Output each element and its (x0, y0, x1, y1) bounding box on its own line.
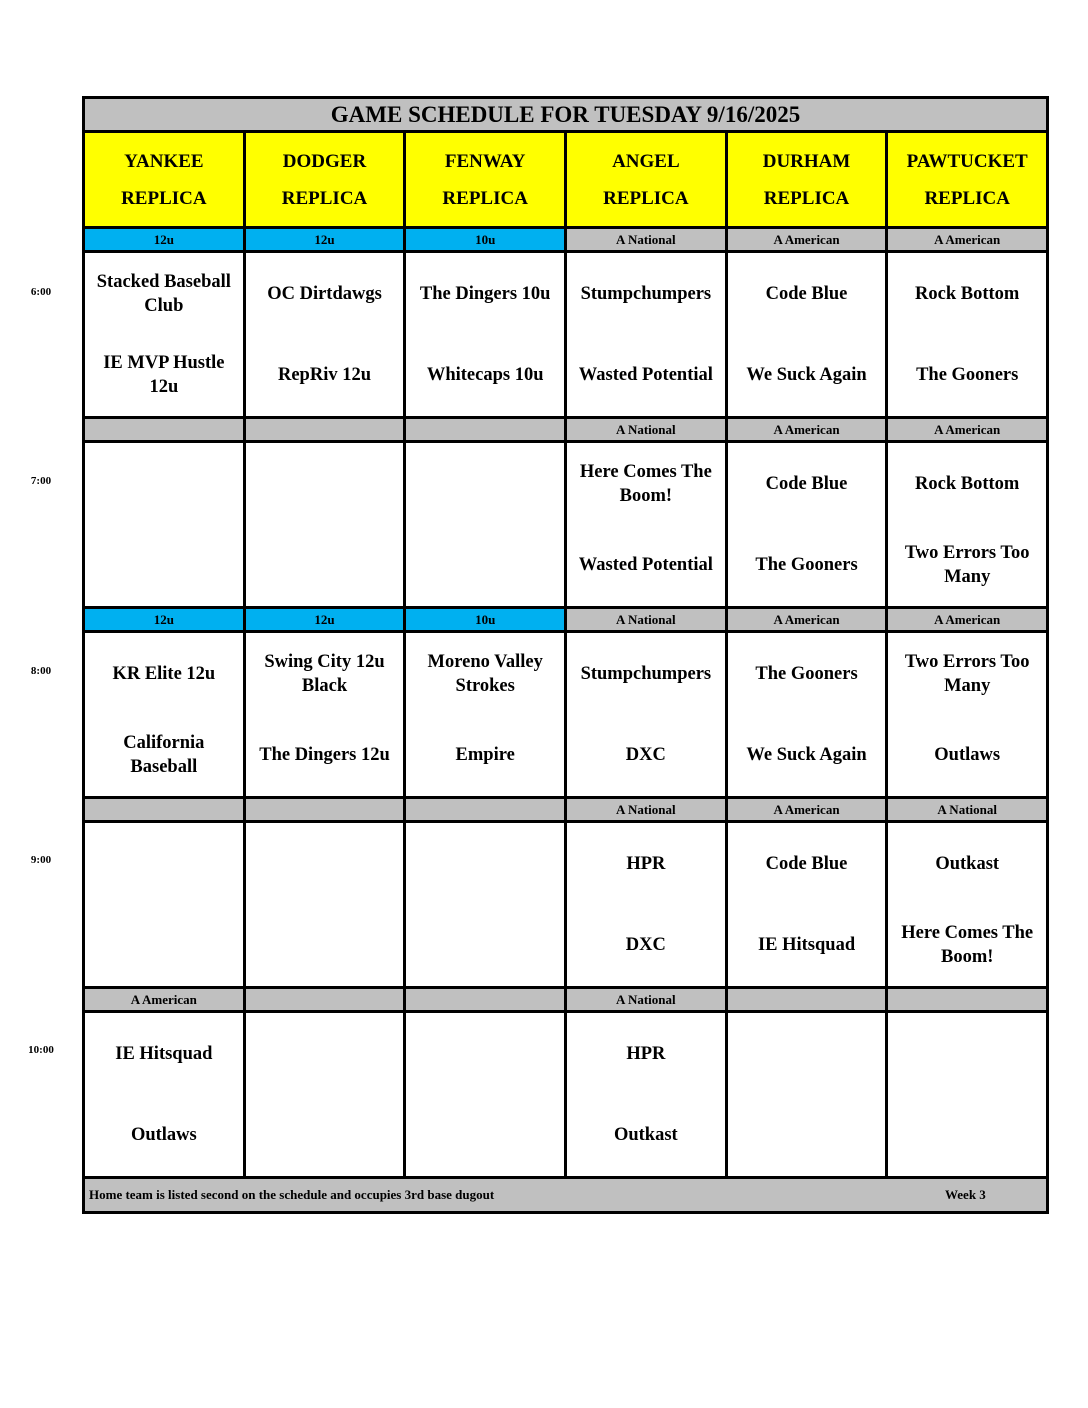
division-label: 10u (406, 229, 567, 250)
home-team: Outlaws (130, 1125, 197, 1146)
away-team: HPR (626, 853, 666, 874)
division-label (888, 989, 1046, 1010)
division-label: A American (934, 231, 1001, 247)
home-team (412, 525, 558, 607)
game-cell (85, 823, 246, 986)
time-label: 6:00 (30, 286, 52, 298)
away-team (412, 823, 558, 905)
venue-subtitle: REPLICA (281, 187, 368, 209)
venue-subtitle: REPLICA (603, 187, 689, 209)
away-team: Here Comes The Boom! (579, 461, 712, 506)
home-team (252, 905, 398, 987)
footer (85, 1179, 1046, 1211)
away-team: Stumpchumpers (580, 283, 712, 304)
game-row (85, 1013, 1046, 1179)
time-label: 8:00 (30, 665, 52, 677)
home-team: California Baseball (123, 733, 205, 778)
venue-subtitle: REPLICA (924, 187, 1010, 209)
venue-header (406, 133, 567, 226)
division-label: A National (567, 799, 728, 820)
game-cell (728, 443, 889, 606)
game-cell (85, 253, 246, 416)
away-team: OC Dirtdawgs (267, 283, 382, 304)
game-cell (728, 253, 889, 416)
away-team: IE Hitsquad (115, 1043, 213, 1064)
home-team: We Suck Again (746, 365, 867, 386)
game-row (85, 823, 1046, 989)
division-label (728, 989, 889, 1010)
game-cell (567, 823, 728, 986)
time-column (0, 0, 82, 1408)
division-label: A National (567, 609, 728, 630)
division-label (246, 419, 407, 440)
division-label (406, 799, 567, 820)
division-label: A National (567, 989, 728, 1010)
away-team: Stacked Baseball Club (96, 271, 231, 316)
venue-header (85, 133, 246, 226)
game-cell (728, 1013, 889, 1176)
home-team: Whitecaps 10u (426, 365, 544, 386)
home-team: IE Hitsquad (757, 935, 856, 956)
division-label: 12u (85, 609, 246, 630)
game-cell (85, 443, 246, 606)
venue-header (246, 133, 407, 226)
division-label (85, 799, 246, 820)
division-label: 12u (246, 609, 407, 630)
home-team: Empire (455, 745, 515, 766)
game-cell (567, 1013, 728, 1176)
away-team: Code Blue (765, 853, 848, 874)
game-row (85, 253, 1046, 419)
division-label (246, 989, 407, 1010)
game-cell (246, 1013, 407, 1176)
division-label: 10u (406, 609, 567, 630)
game-cell (406, 253, 567, 416)
away-team (252, 1013, 398, 1095)
home-team (91, 525, 237, 607)
away-team: Rock Bottom (915, 283, 1020, 304)
home-team: The Gooners (755, 555, 858, 576)
away-team: The Gooners (755, 663, 858, 684)
division-label: A American (934, 421, 1001, 437)
away-team: Moreno Valley Strokes (427, 651, 543, 696)
game-cell (406, 1013, 567, 1176)
venue-name: DURHAM (762, 150, 851, 172)
home-team: Outkast (613, 1125, 678, 1146)
away-team: Outkast (935, 853, 1000, 874)
division-row (85, 609, 1046, 633)
home-team: We Suck Again (746, 745, 867, 766)
division-row (85, 989, 1046, 1013)
schedule-title: GAME SCHEDULE FOR TUESDAY 9/16/2025 (85, 99, 1046, 133)
game-cell (246, 443, 407, 606)
venue-name: FENWAY (444, 150, 526, 172)
division-label (246, 799, 407, 820)
away-team (412, 1013, 558, 1095)
home-team: DXC (625, 745, 666, 766)
home-team: DXC (625, 935, 666, 956)
division-label: A American (728, 609, 889, 630)
game-cell (888, 443, 1046, 606)
home-team (734, 1095, 880, 1177)
game-cell (406, 443, 567, 606)
away-team: Stumpchumpers (580, 663, 712, 684)
division-row (85, 419, 1046, 443)
division-label: A National (567, 229, 728, 250)
schedule-table (82, 96, 1049, 1214)
venue-header (888, 133, 1046, 226)
division-row (85, 799, 1046, 823)
game-cell (567, 633, 728, 796)
away-team: Swing City 12u Black (264, 651, 385, 696)
division-label: 12u (246, 229, 407, 250)
game-cell (406, 633, 567, 796)
time-label: 9:00 (30, 854, 52, 866)
game-cell (567, 443, 728, 606)
game-row (85, 443, 1046, 609)
division-label: 12u (85, 229, 246, 250)
game-cell (85, 1013, 246, 1176)
game-cell (246, 823, 407, 986)
home-team (252, 525, 398, 607)
home-team-note: Home team is listed second on the schedule and occupies 3rd base dugout (89, 1187, 495, 1202)
game-cell (888, 633, 1046, 796)
away-team (734, 1013, 880, 1095)
division-row (85, 229, 1046, 253)
home-team: Outlaws (934, 745, 1001, 766)
game-cell (888, 823, 1046, 986)
game-cell (888, 253, 1046, 416)
division-label: A National (937, 801, 997, 817)
game-cell (728, 633, 889, 796)
division-label (406, 419, 567, 440)
game-cell (888, 1013, 1046, 1176)
division-label (406, 989, 567, 1010)
away-team: The Dingers 10u (419, 283, 551, 304)
venue-header-row (85, 133, 1046, 229)
home-team: Here Comes The Boom! (901, 923, 1034, 968)
game-cell (567, 253, 728, 416)
time-label: 7:00 (30, 475, 52, 487)
away-team: Code Blue (765, 473, 848, 494)
venue-name: PAWTUCKET (906, 150, 1028, 172)
home-team: Wasted Potential (578, 365, 713, 386)
venue-subtitle: REPLICA (763, 187, 850, 209)
home-team (894, 1095, 1040, 1177)
home-team (91, 905, 237, 987)
division-label: A American (934, 611, 1001, 627)
away-team (91, 823, 237, 905)
home-team: RepRiv 12u (277, 365, 372, 386)
away-team: KR Elite 12u (112, 663, 216, 684)
away-team: HPR (626, 1043, 666, 1064)
away-team: Two Errors Too Many (904, 651, 1030, 696)
home-team (412, 905, 558, 987)
time-label: 10:00 (28, 1044, 54, 1056)
away-team (252, 823, 398, 905)
venue-header (728, 133, 889, 226)
home-team: The Dingers 12u (259, 745, 390, 766)
venue-subtitle: REPLICA (442, 187, 528, 209)
away-team (894, 1013, 1040, 1095)
away-team: Code Blue (765, 283, 848, 304)
division-label: A American (728, 419, 889, 440)
venue-name: DODGER (282, 150, 367, 172)
game-cell (406, 823, 567, 986)
home-team (252, 1095, 398, 1177)
venue-name: ANGEL (612, 150, 680, 172)
away-team (91, 443, 237, 525)
game-cell (246, 633, 407, 796)
home-team: Two Errors Too Many (904, 543, 1030, 588)
away-team (412, 443, 558, 525)
division-label: A American (85, 989, 246, 1010)
home-team: IE MVP Hustle 12u (103, 353, 225, 398)
venue-name: YANKEE (124, 150, 204, 172)
game-cell (246, 253, 407, 416)
division-label (85, 419, 246, 440)
game-row (85, 633, 1046, 799)
venue-header (567, 133, 728, 226)
week-label: Week 3 (945, 1187, 986, 1202)
division-label: A National (567, 419, 728, 440)
home-team: The Gooners (916, 365, 1019, 386)
division-label: A American (728, 799, 889, 820)
game-cell (728, 823, 889, 986)
home-team: Wasted Potential (578, 555, 713, 576)
away-team: Rock Bottom (915, 473, 1020, 494)
home-team (412, 1095, 558, 1177)
game-cell (85, 633, 246, 796)
away-team (252, 443, 398, 525)
venue-subtitle: REPLICA (121, 187, 207, 209)
division-label: A American (728, 229, 889, 250)
